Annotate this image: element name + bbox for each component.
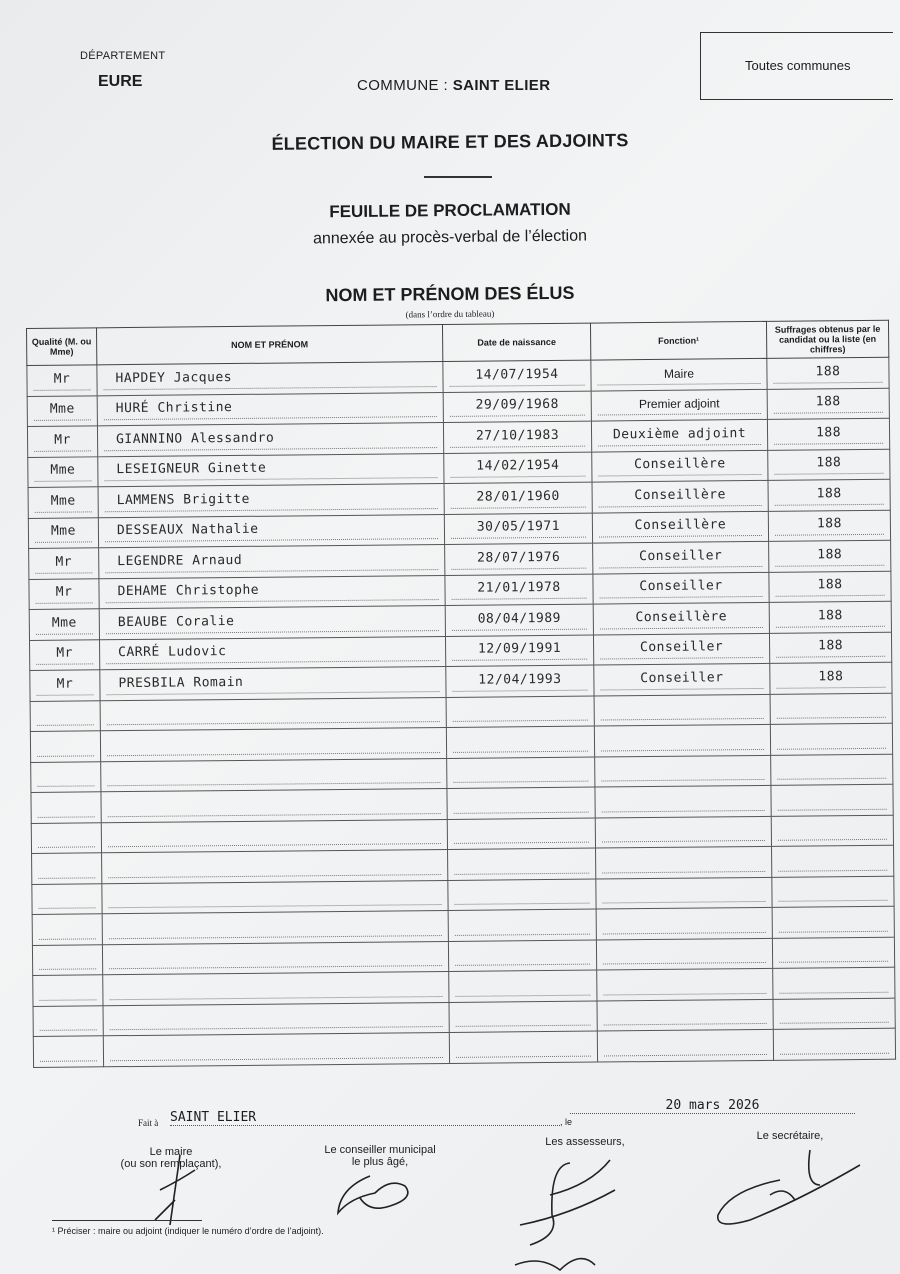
table-cell-empty — [32, 883, 102, 914]
table-cell-s — [769, 571, 891, 603]
cell-value: 188 — [775, 514, 884, 536]
cell-dotted-line — [37, 704, 94, 726]
table-cell-date — [443, 421, 591, 453]
cell-value: Conseillère — [600, 606, 763, 629]
cell-value: HAPDEY Jacques — [103, 366, 436, 390]
table-cell-fonction — [593, 541, 769, 573]
header-fonction: Fonction¹ — [590, 321, 766, 360]
table-cell-empty — [772, 906, 894, 938]
header-nom: NOM ET PRÉNOM — [97, 325, 443, 365]
table-cell-s — [769, 540, 891, 572]
cell-value: 188 — [774, 422, 883, 444]
table-cell-empty — [446, 696, 594, 728]
main-title: ÉLECTION DU MAIRE ET DES ADJOINTS — [271, 130, 629, 154]
table-cell-q — [30, 670, 100, 701]
cell-value: PRESBILA Romain — [106, 671, 439, 695]
table-cell-empty — [772, 937, 894, 969]
table-cell-empty — [596, 938, 772, 970]
secretaire-label: Le secrétaire, — [756, 1130, 824, 1142]
cell-dotted-line — [456, 1005, 591, 1027]
table-cell-q — [28, 456, 98, 487]
cell-value: LESEIGNEUR Ginette — [104, 457, 437, 481]
table-cell-fonction — [593, 602, 769, 634]
cell-dotted-line — [455, 944, 590, 966]
communes-box-text: Toutes communes — [745, 58, 851, 73]
table-cell-empty — [448, 909, 596, 941]
cell-dotted-line — [456, 1035, 591, 1057]
table-cell-q — [28, 517, 98, 548]
table-cell-nom — [99, 575, 445, 609]
table-cell-fonction — [592, 480, 768, 512]
cell-value: 188 — [776, 666, 885, 688]
table-cell-date — [445, 604, 593, 636]
table-cell-empty — [594, 724, 770, 756]
table-cell-empty — [102, 880, 448, 914]
table-cell-q — [29, 639, 99, 670]
table-cell-empty — [33, 975, 103, 1006]
cell-dotted-line — [602, 820, 765, 843]
cell-dotted-line — [778, 849, 887, 871]
cell-dotted-line — [107, 762, 440, 786]
cell-dotted-line — [455, 913, 590, 935]
cell-value: Conseillère — [599, 515, 762, 538]
signature-conseiller — [300, 1144, 460, 1168]
departement-label: DÉPARTEMENT — [80, 50, 166, 62]
cell-value: 188 — [775, 575, 884, 597]
cell-dotted-line — [454, 883, 589, 905]
table-cell-empty — [448, 879, 596, 911]
table-cell-fonction — [591, 419, 767, 451]
table-cell-empty — [446, 726, 594, 758]
table-cell-date — [444, 482, 592, 514]
cell-dotted-line — [110, 1037, 443, 1061]
table-cell-empty — [449, 970, 597, 1002]
table-cell-q — [28, 487, 98, 518]
cell-value: HURÉ Christine — [104, 396, 437, 420]
table-cell-empty — [594, 694, 770, 726]
table-cell-fonction — [591, 358, 767, 390]
cell-value: DESSEAUX Nathalie — [105, 518, 438, 542]
table-cell-empty — [102, 941, 448, 975]
cell-dotted-line — [778, 880, 887, 902]
table-cell-date — [443, 360, 591, 392]
cell-value: Conseiller — [600, 637, 763, 660]
cell-value: Mr — [35, 552, 92, 574]
secretaire-signature-image — [710, 1140, 870, 1235]
cell-dotted-line — [39, 918, 96, 940]
date-value: 20 mars 2026 — [570, 1098, 855, 1114]
table-cell-empty — [32, 944, 102, 975]
table-cell-date — [444, 452, 592, 484]
table-cell-empty — [101, 758, 447, 792]
cell-dotted-line — [779, 971, 888, 993]
table-cell-empty — [448, 848, 596, 880]
footnote: ¹ Préciser : maire ou adjoint (indiquer le numéro d’ordre de l’adjoint). — [52, 1226, 324, 1236]
table-cell-empty — [100, 727, 446, 761]
cell-value: LEGENDRE Arnaud — [105, 549, 438, 573]
table-cell-empty — [447, 757, 595, 789]
table-cell-empty — [596, 846, 772, 878]
cell-dotted-line — [453, 761, 588, 783]
table-cell-empty — [596, 907, 772, 939]
cell-value: 188 — [774, 453, 883, 475]
cell-value: 21/01/1978 — [451, 578, 586, 600]
table-cell-empty — [597, 999, 773, 1031]
table-cell-empty — [103, 1032, 449, 1066]
cell-dotted-line — [38, 826, 95, 848]
cell-dotted-line — [603, 911, 766, 934]
cell-dotted-line — [778, 819, 887, 841]
table-cell-empty — [100, 697, 446, 731]
cell-dotted-line — [37, 796, 94, 818]
cell-value: 14/02/1954 — [450, 456, 585, 478]
cell-value: Conseiller — [599, 576, 762, 599]
cell-dotted-line — [37, 735, 94, 757]
table-cell-s — [769, 632, 891, 664]
cell-dotted-line — [601, 759, 764, 782]
cell-dotted-line — [107, 793, 440, 817]
cell-value: Mme — [35, 491, 92, 513]
cell-dotted-line — [779, 910, 888, 932]
table-cell-empty — [102, 910, 448, 944]
table-cell-s — [767, 418, 889, 450]
cell-value: 29/09/1968 — [450, 395, 585, 417]
table-cell-empty — [596, 877, 772, 909]
cell-dotted-line — [110, 1006, 443, 1030]
cell-value: Mme — [35, 521, 92, 543]
table-cell-q — [29, 578, 99, 609]
table-cell-empty — [772, 876, 894, 908]
table-cell-empty — [447, 787, 595, 819]
cell-value: 28/07/1976 — [451, 547, 586, 569]
table-cell-q — [27, 365, 97, 396]
table-cell-nom — [97, 422, 443, 456]
table-cell-s — [768, 479, 890, 511]
cell-dotted-line — [602, 850, 765, 873]
header-date: Date de naissance — [442, 323, 590, 361]
table-cell-empty — [449, 1031, 597, 1063]
cell-value: Mr — [34, 430, 91, 452]
table-cell-date — [445, 543, 593, 575]
cell-dotted-line — [107, 732, 440, 756]
table-cell-date — [445, 574, 593, 606]
cell-value: Mr — [36, 643, 93, 665]
elected-table — [26, 320, 895, 1068]
table-cell-s — [768, 449, 890, 481]
table-cell-nom — [98, 514, 444, 548]
table-cell-nom — [99, 636, 445, 670]
header-qualite: Qualité (M. ou Mme) — [27, 328, 97, 366]
title-divider — [424, 176, 492, 178]
header-suffrages: Suffrages obtenus par le candidat ou la liste (en chiffres) — [766, 320, 888, 358]
table-cell-fonction — [593, 572, 769, 604]
cell-value: LAMMENS Brigitte — [105, 488, 438, 512]
cell-dotted-line — [453, 791, 588, 813]
maire-signature-image — [150, 1150, 210, 1230]
table-cell-empty — [31, 761, 101, 792]
cell-dotted-line — [455, 974, 590, 996]
cell-dotted-line — [604, 1003, 767, 1026]
table-cell-empty — [33, 1005, 103, 1036]
table-cell-empty — [32, 853, 102, 884]
cell-value: 12/09/1991 — [452, 639, 587, 661]
table-cell-fonction — [594, 663, 770, 695]
cell-value: 08/04/1989 — [452, 608, 587, 630]
table-cell-empty — [102, 849, 448, 883]
table-cell-empty — [771, 784, 893, 816]
cell-dotted-line — [601, 728, 764, 751]
table-cell-empty — [449, 1001, 597, 1033]
communes-box — [700, 32, 893, 100]
cell-value: CARRÉ Ludovic — [106, 640, 439, 664]
cell-dotted-line — [603, 942, 766, 965]
table-cell-empty — [597, 1029, 773, 1061]
table-cell-nom — [99, 605, 445, 639]
cell-value: 12/04/1993 — [452, 669, 587, 691]
le-label: , le — [560, 1117, 573, 1127]
table-cell-empty — [30, 700, 100, 731]
cell-dotted-line — [40, 1040, 97, 1062]
table-cell-date — [446, 665, 594, 697]
cell-dotted-line — [780, 1002, 889, 1024]
cell-value: 188 — [773, 361, 882, 383]
table-cell-nom — [97, 362, 443, 396]
cell-dotted-line — [39, 979, 96, 1001]
cell-value: 28/01/1960 — [451, 486, 586, 508]
table-cell-empty — [31, 792, 101, 823]
table-cell-s — [767, 388, 889, 420]
assesseurs-label: Les assesseurs, — [545, 1136, 625, 1148]
table-cell-empty — [773, 998, 895, 1030]
cell-dotted-line — [603, 972, 766, 995]
cell-value: 188 — [775, 483, 884, 505]
cell-dotted-line — [601, 789, 764, 812]
table-cell-empty — [773, 967, 895, 999]
cell-dotted-line — [779, 941, 888, 963]
table-cell-nom — [99, 544, 445, 578]
cell-value: BEAUBE Coralie — [106, 610, 439, 634]
cell-value: 188 — [776, 636, 885, 658]
sheet-title: FEUILLE DE PROCLAMATION — [329, 199, 571, 222]
fait-value: SAINT ELIER — [170, 1110, 560, 1126]
table-cell-empty — [103, 971, 449, 1005]
table-cell-q — [29, 548, 99, 579]
table-cell-empty — [597, 968, 773, 1000]
cell-dotted-line — [38, 857, 95, 879]
table-cell-s — [770, 662, 892, 694]
table-cell-date — [443, 391, 591, 423]
table-cell-date — [444, 513, 592, 545]
cell-value: 188 — [775, 544, 884, 566]
table-cell-empty — [101, 819, 447, 853]
cell-value: 188 — [774, 392, 883, 414]
cell-dotted-line — [109, 976, 442, 1000]
maire-label: Le maire — [149, 1146, 193, 1158]
conseiller-sublabel: le plus âgé, — [351, 1156, 409, 1168]
table-cell-s — [767, 357, 889, 389]
table-cell-empty — [770, 723, 892, 755]
table-cell-fonction — [592, 511, 768, 543]
cell-value: Conseillère — [598, 454, 761, 477]
cell-value: Deuxième adjoint — [598, 423, 761, 446]
names-note: (dans l’ordre du tableau) — [405, 308, 495, 320]
cell-value: Mme — [36, 613, 93, 635]
table-cell-empty — [595, 816, 771, 848]
footnote-divider — [52, 1220, 202, 1221]
cell-dotted-line — [107, 701, 440, 725]
table-cell-nom — [98, 483, 444, 517]
cell-value: Conseillère — [599, 484, 762, 507]
table-cell-empty — [447, 818, 595, 850]
cell-value: 188 — [776, 605, 885, 627]
maire-sublabel: (ou son remplaçant), — [120, 1158, 222, 1170]
assesseurs-signature-image — [500, 1155, 620, 1274]
table-cell-empty — [33, 1036, 103, 1067]
table-cell-s — [769, 601, 891, 633]
table-cell-empty — [595, 755, 771, 787]
table-cell-fonction — [592, 450, 768, 482]
cell-value: 27/10/1983 — [450, 425, 585, 447]
table-cell-fonction — [593, 633, 769, 665]
table-cell-empty — [103, 1002, 449, 1036]
cell-value: Mr — [33, 369, 90, 391]
names-title: NOM ET PRÉNOM DES ÉLUS — [325, 282, 575, 306]
cell-value: Premier adjoint — [598, 393, 761, 416]
table-cell-empty — [773, 1028, 895, 1060]
cell-dotted-line — [38, 887, 95, 909]
cell-dotted-line — [39, 948, 96, 970]
cell-dotted-line — [780, 1032, 889, 1054]
table-cell-nom — [98, 453, 444, 487]
cell-value: Mme — [34, 460, 91, 482]
table-cell-empty — [595, 785, 771, 817]
fait-label: Fait à — [138, 1118, 159, 1128]
cell-dotted-line — [37, 765, 94, 787]
cell-dotted-line — [108, 823, 441, 847]
table-body — [27, 357, 896, 1067]
cell-value: Mme — [34, 399, 91, 421]
cell-dotted-line — [453, 730, 588, 752]
table-cell-empty — [448, 940, 596, 972]
table-cell-fonction — [591, 389, 767, 421]
cell-dotted-line — [108, 854, 441, 878]
annex-subtitle: annexée au procès-verbal de l’élection — [312, 227, 588, 248]
table-cell-nom — [100, 666, 446, 700]
commune-label: COMMUNE : — [357, 77, 449, 94]
commune — [357, 77, 550, 94]
table-cell-empty — [770, 693, 892, 725]
cell-dotted-line — [601, 698, 764, 721]
cell-dotted-line — [109, 945, 442, 969]
conseiller-label: Le conseiller municipal — [324, 1144, 436, 1156]
table-cell-nom — [97, 392, 443, 426]
table-cell-date — [445, 635, 593, 667]
cell-dotted-line — [108, 884, 441, 908]
cell-dotted-line — [777, 758, 886, 780]
cell-value: DEHAME Christophe — [105, 579, 438, 603]
cell-dotted-line — [777, 788, 886, 810]
table-cell-q — [27, 395, 97, 426]
cell-value: Maire — [597, 362, 760, 385]
conseiller-signature-image — [330, 1168, 430, 1228]
cell-dotted-line — [777, 697, 886, 719]
cell-dotted-line — [453, 700, 588, 722]
cell-value: Mr — [35, 582, 92, 604]
cell-dotted-line — [109, 915, 442, 939]
table-cell-empty — [771, 754, 893, 786]
table-cell-empty — [101, 788, 447, 822]
cell-dotted-line — [777, 727, 886, 749]
table-cell-empty — [30, 731, 100, 762]
cell-dotted-line — [454, 852, 589, 874]
cell-value: 14/07/1954 — [449, 364, 584, 386]
table-cell-s — [768, 510, 890, 542]
cell-value: GIANNINO Alessandro — [104, 427, 437, 451]
cell-dotted-line — [602, 881, 765, 904]
table-cell-empty — [771, 815, 893, 847]
table-cell-q — [27, 426, 97, 457]
commune-value: SAINT ELIER — [452, 77, 551, 94]
table-cell-q — [29, 609, 99, 640]
cell-dotted-line — [604, 1033, 767, 1056]
cell-value: 30/05/1971 — [451, 517, 586, 539]
cell-value: Conseiller — [600, 667, 763, 690]
table-cell-empty — [32, 914, 102, 945]
table-cell-empty — [772, 845, 894, 877]
table-cell-empty — [31, 822, 101, 853]
cell-dotted-line — [454, 822, 589, 844]
cell-value: Mr — [36, 674, 93, 696]
cell-value: Conseiller — [599, 545, 762, 568]
cell-dotted-line — [40, 1009, 97, 1031]
departement-value: EURE — [98, 73, 143, 90]
